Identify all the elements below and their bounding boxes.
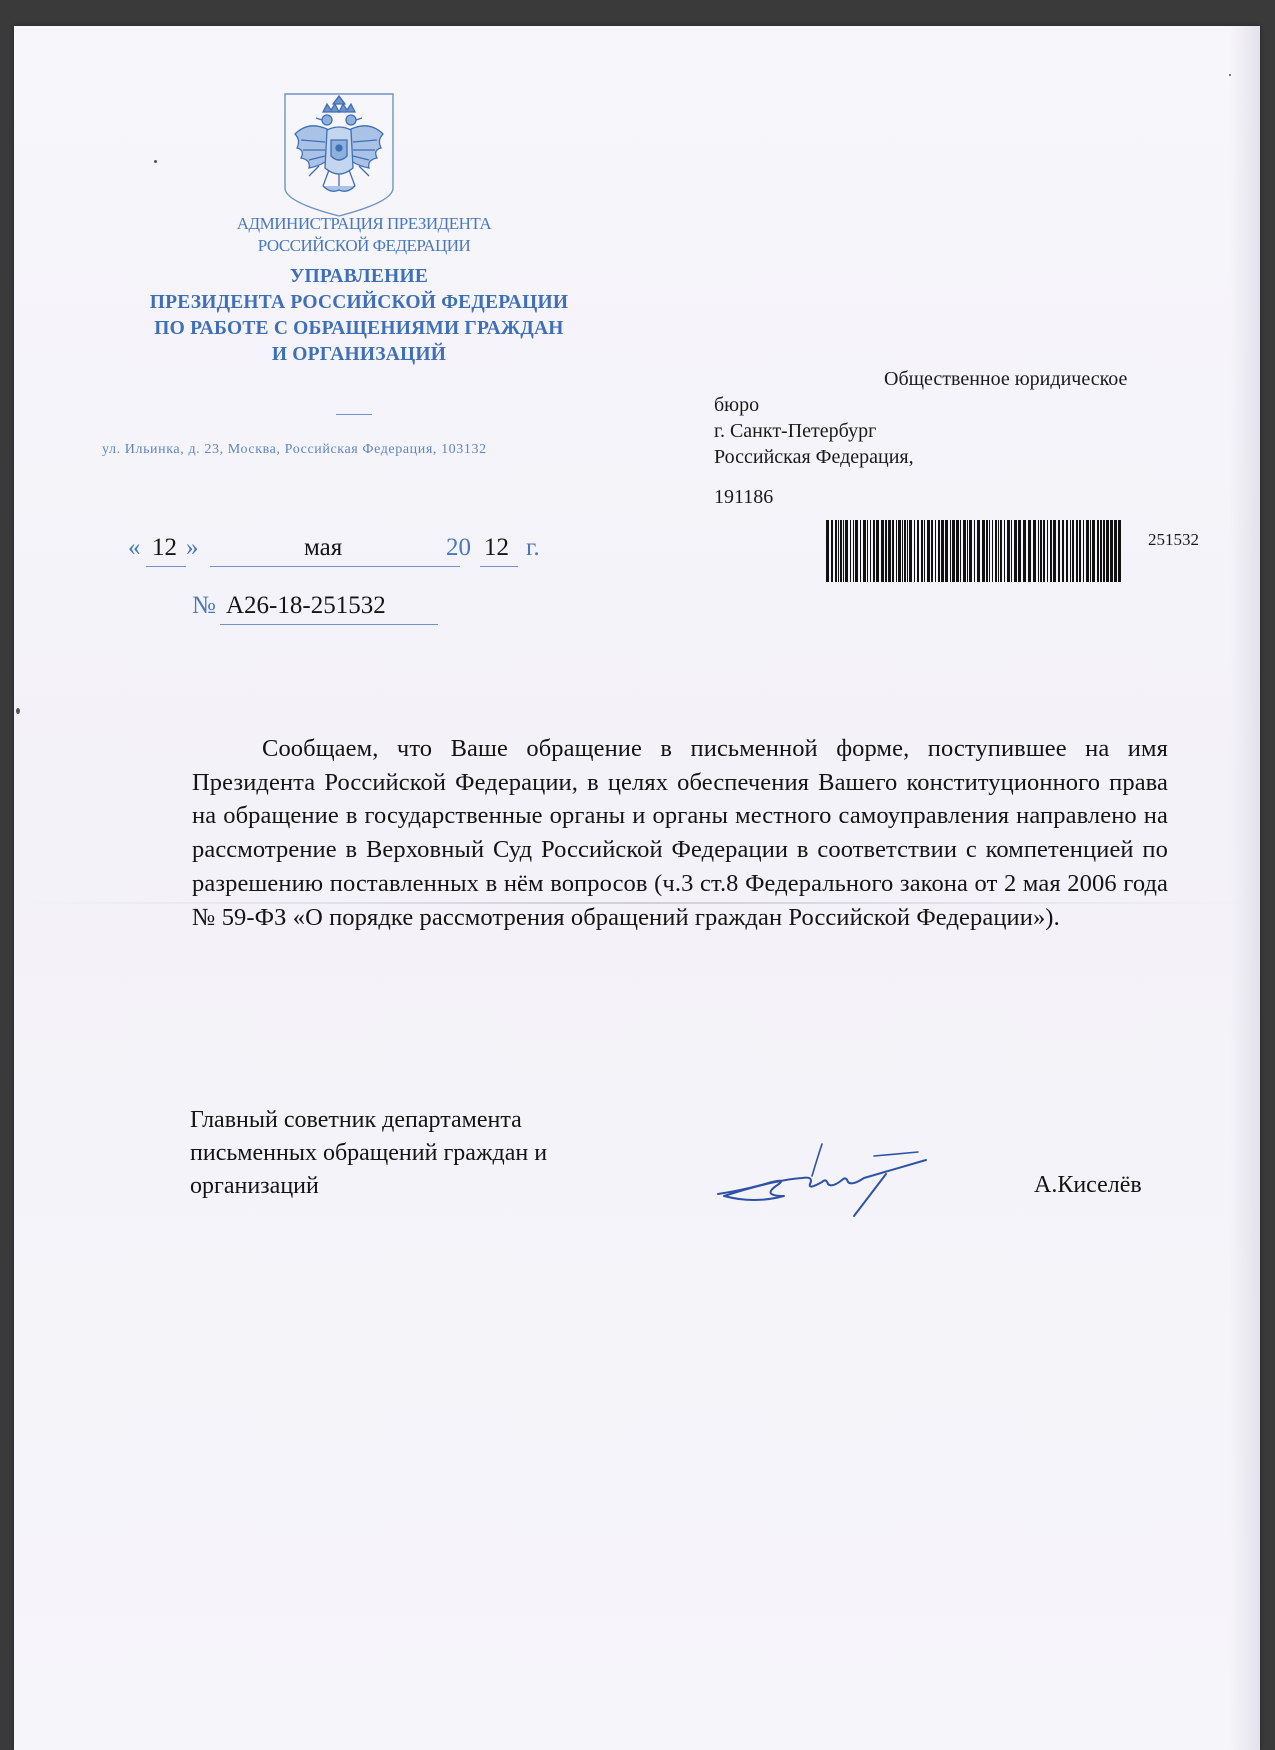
barcode-bar (873, 520, 875, 582)
barcode-bar (1103, 520, 1105, 582)
barcode-bar (941, 520, 944, 582)
barcode-bar (1053, 520, 1056, 582)
barcode-bar (845, 520, 848, 582)
barcode-bar (1076, 520, 1078, 582)
barcode-bar (1110, 520, 1113, 582)
barcode-bar (1118, 520, 1121, 582)
date-quote-open: « (128, 534, 141, 561)
barcode-bar (1083, 520, 1084, 582)
date-month-underline (210, 566, 460, 567)
handwritten-signature-icon (714, 1126, 929, 1226)
page-edge-shadow (1230, 26, 1260, 1750)
barcode-bar (840, 520, 842, 582)
recipient-line-3: г. Санкт-Петербург (714, 420, 877, 442)
barcode-bar (853, 520, 854, 582)
barcode-bar (838, 520, 839, 582)
barcode-bar (950, 520, 951, 582)
letterhead-divider (336, 414, 372, 415)
barcode-bar (967, 520, 968, 582)
barcode-bar (909, 520, 912, 582)
barcode-bar (952, 520, 955, 582)
barcode-bar (1043, 520, 1045, 582)
sender-address: ул. Ильинка, д. 23, Москва, Российская Федерация, 103132 (102, 442, 487, 457)
barcode-bar (907, 520, 908, 582)
barcode-bar (831, 520, 833, 582)
barcode-bar (855, 520, 858, 582)
barcode-bar (850, 520, 851, 582)
barcode-bar (998, 520, 999, 582)
barcode-bar (1086, 520, 1089, 582)
barcode-bar (917, 520, 919, 582)
barcode-bar (1062, 520, 1064, 582)
barcode-bar (885, 520, 887, 582)
signatory-title-line-3: организаций (190, 1173, 319, 1199)
barcode-number: 251532 (1148, 530, 1199, 549)
barcode-bar (969, 520, 972, 582)
barcode (826, 520, 1122, 582)
barcode-bar (1018, 520, 1021, 582)
barcode-bar (898, 520, 901, 582)
outgoing-number-underline (220, 624, 438, 625)
date-day: 12 (152, 534, 177, 561)
barcode-bar (921, 520, 923, 582)
barcode-bar (1114, 520, 1117, 582)
barcode-bar (835, 520, 837, 582)
barcode-bar (935, 520, 936, 582)
barcode-bar (867, 520, 868, 582)
recipient-line-4: Российская Федерация, (714, 446, 914, 468)
date-day-underline (146, 566, 186, 567)
barcode-bar (826, 520, 829, 582)
coat-of-arms-icon (279, 90, 399, 220)
barcode-bar (870, 520, 871, 582)
barcode-bar (1047, 520, 1048, 582)
recipient-line-1: Общественное юридическое (884, 368, 1128, 390)
barcode-bar (1050, 520, 1052, 582)
barcode-bar (927, 520, 930, 582)
date-year-underline (480, 566, 518, 567)
barcode-bar (1058, 520, 1060, 582)
scan-speck (154, 160, 157, 163)
signatory-name: А.Киселёв (1034, 1172, 1142, 1198)
barcode-bar (974, 520, 975, 582)
barcode-bar (1033, 520, 1036, 582)
barcode-bar (843, 520, 844, 582)
barcode-bar (1072, 520, 1074, 582)
date-year-suffix: 12 (484, 534, 509, 561)
barcode-bar (904, 520, 906, 582)
barcode-bar (1028, 520, 1031, 582)
barcode-bar (1004, 520, 1005, 582)
recipient-line-2: бюро (714, 394, 760, 416)
barcode-bar (876, 520, 879, 582)
barcode-bar (960, 520, 961, 582)
barcode-bar (1092, 520, 1095, 582)
date-quote-close: » (186, 534, 199, 561)
barcode-bar (945, 520, 948, 582)
scan-speck (1229, 74, 1231, 76)
recipient-postcode: 191186 (714, 486, 774, 508)
outgoing-number-label: № (192, 592, 216, 619)
barcode-bar (1066, 520, 1068, 582)
barcode-bar (995, 520, 997, 582)
date-year-prefix: 20 (446, 534, 471, 561)
dept-line-4: И ОРГАНИЗАЦИЙ (271, 344, 447, 365)
dept-line-1: УПРАВЛЕНИЕ (289, 266, 429, 287)
signatory-title-line-2: письменных обращений граждан и (190, 1140, 548, 1166)
dept-line-3: ПО РАБОТЕ С ОБРАЩЕНИЯМИ ГРАЖДАН (154, 318, 564, 339)
barcode-bar (902, 520, 903, 582)
barcode-bar (881, 520, 884, 582)
barcode-bar (938, 520, 940, 582)
admin-line-1: АДМИНИСТРАЦИЯ ПРЕЗИДЕНТА (236, 214, 492, 233)
barcode-bar (1100, 520, 1102, 582)
barcode-bar (989, 520, 990, 582)
barcode-bar (1097, 520, 1099, 582)
barcode-bar (1000, 520, 1002, 582)
barcode-bar (931, 520, 933, 582)
letter-sheet (14, 26, 1260, 1750)
barcode-bar (986, 520, 988, 582)
admin-line-2: РОССИЙСКОЙ ФЕДЕРАЦИИ (257, 236, 471, 255)
barcode-bar (1014, 520, 1017, 582)
letter-body: Сообщаем, что Ваше обращение в письменной форме, поступившее на имя Президента Российской Федерации, в целях обеспечения Вашего конституционного права на обращение в государственные органы и органы местного самоуправления направлено на рассмотрение в Верховный Суд Российской Федерации в соответствии с компетенцией по разрешению поставленных в нём вопросов (ч.3 ст.8 Федерального закона от 2 мая 2006 года № 59-ФЗ «О порядке рассмотрения обращений граждан Российской Федерации»). (192, 735, 1168, 931)
scan-speck (16, 708, 20, 714)
barcode-bar (1070, 520, 1071, 582)
barcode-bar (860, 520, 861, 582)
barcode-bar (977, 520, 980, 582)
barcode-bar (982, 520, 985, 582)
barcode-bar (896, 520, 897, 582)
date-year-label: г. (526, 534, 540, 561)
barcode-bar (1079, 520, 1081, 582)
barcode-bar (1011, 520, 1012, 582)
barcode-bar (963, 520, 966, 582)
barcode-bar (914, 520, 915, 582)
outgoing-number: А26-18-251532 (226, 592, 386, 619)
date-month: мая (304, 534, 343, 561)
barcode-bar (956, 520, 959, 582)
barcode-bar (863, 520, 866, 582)
signatory-title (190, 1104, 660, 1203)
barcode-bar (1090, 520, 1091, 582)
barcode-bar (1038, 520, 1039, 582)
barcode-bar (892, 520, 894, 582)
barcode-bar (1106, 520, 1109, 582)
dept-line-2: ПРЕЗИДЕНТА РОССИЙСКОЙ ФЕДЕРАЦИИ (149, 292, 569, 313)
barcode-bar (1040, 520, 1042, 582)
barcode-bar (924, 520, 925, 582)
barcode-bar (1023, 520, 1026, 582)
barcode-bar (992, 520, 993, 582)
barcode-bar (1007, 520, 1010, 582)
signatory-title-line-1: Главный советник департамента (190, 1107, 522, 1133)
barcode-bar (888, 520, 891, 582)
